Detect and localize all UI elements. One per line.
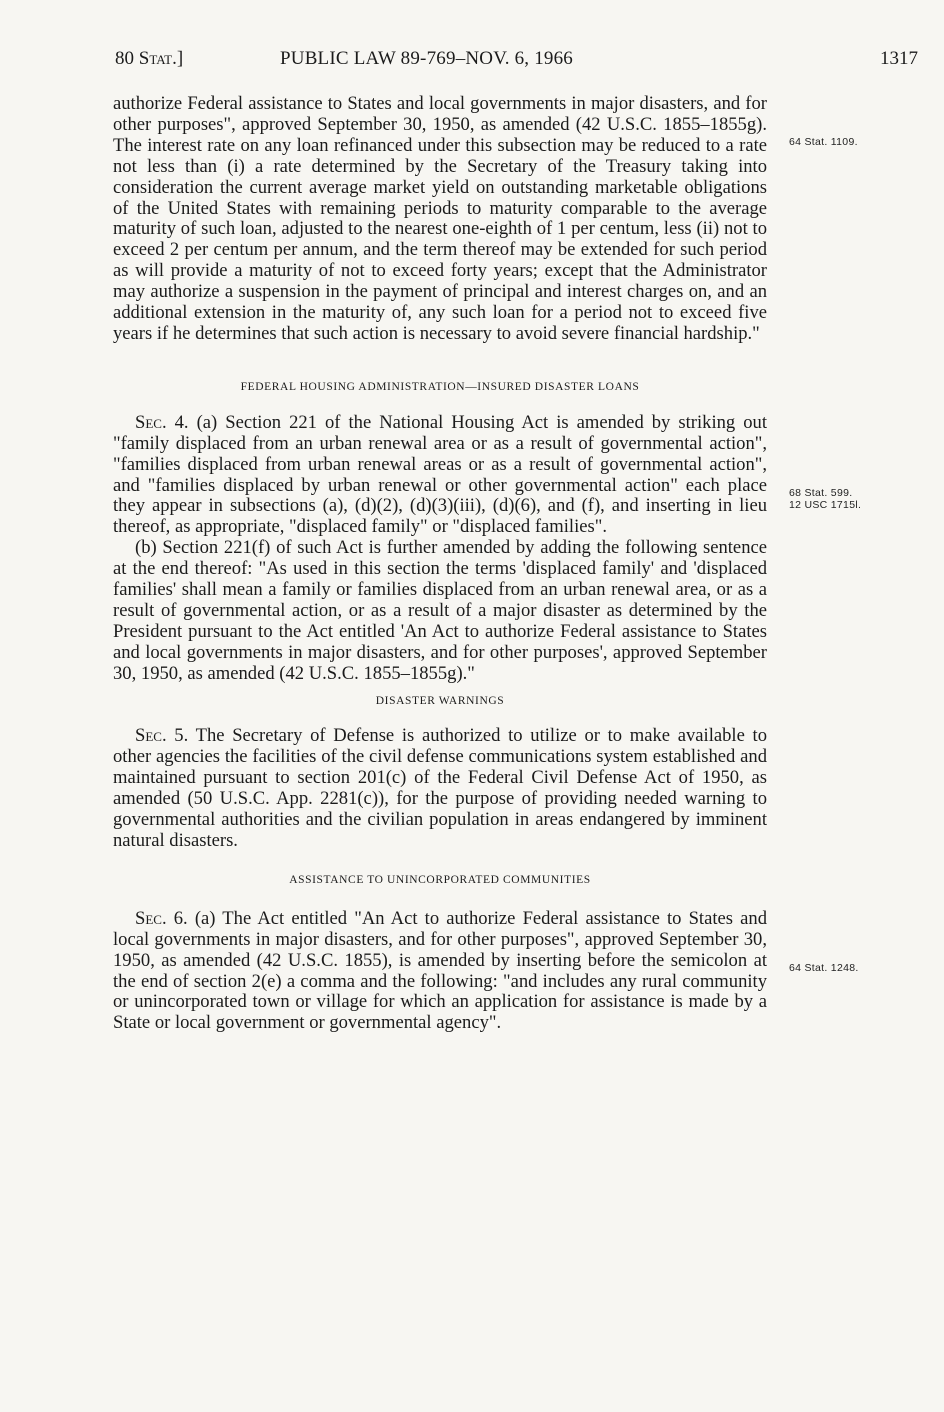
section-6-paragraph <box>113 909 767 1034</box>
section-4-label: Sec. 4. <box>135 411 189 433</box>
section-6-text: (a) The Act entitled "An Act to authorize Federal assistance to States and local governments in major disasters, and for other purposes", approved September 30, 1950, as amended (42 U.S.C. 1855), is amended by inserting before the semicolon at the end of section 2(e) a comma and the following: "and includes any rural community or unincorporated town or village for which an application for assistance is made by a State or local government or governmental agency". <box>113 907 767 1034</box>
margin-note-line: 68 Stat. 599. <box>789 487 853 499</box>
section-4a-text: (a) Section 221 of the National Housing Act is amended by striking out "family displaced from an urban renewal area or as a result of governmental action", "families displaced from urban renewal areas or as a result of governmental action", and "families displaced by urban renewal or other governmental action" each place they appear in subsections (a), (d)(2), (d)(3)(iii), (d)(6), and (f), and inserting in lieu thereof, as appropriate, "displaced family" or "displaced families". <box>113 411 767 538</box>
section-5-label: Sec. 5. <box>135 725 189 747</box>
page-number: 1317 <box>880 48 918 69</box>
section-heading-fha: FEDERAL HOUSING ADMINISTRATION—INSURED DISASTER LOANS <box>240 380 640 393</box>
section-heading-unincorporated: ASSISTANCE TO UNINCORPORATED COMMUNITIES <box>289 873 591 886</box>
section-5-paragraph <box>113 726 767 851</box>
section-heading-warnings: DISASTER WARNINGS <box>375 694 505 707</box>
running-header <box>115 48 918 76</box>
page-title: PUBLIC LAW 89-769–NOV. 6, 1966 <box>280 48 574 69</box>
volume-reference: 80 Stat.] <box>115 48 184 69</box>
continued-paragraph: authorize Federal assistance to States and local governments in major disasters, and for other purposes", approved September 30, 1950, as amended (42 U.S.C. 1855–1855g). The interest rate on any loan refinanced under this subsection may be reduced to a rate not less than (i) a rate determined by the Secretary of the Treasury taking into consideration the current average market yield on outstanding marketable obligations of the United States with remaining periods to maturity comparable to the average maturity of such loan, adjusted to the nearest one-eighth of 1 per centum, less (ii) not to exceed 2 per centum per annum, and the term thereof may be extended for such period as will provide a maturity of not to exceed forty years; except that the Administrator may authorize a suspension in the payment of principal and interest charges on, and an additional extension in the maturity of, any such loan for a period not to exceed five years if he determines that such action is necessary to avoid severe financial hardship." <box>113 93 767 344</box>
margin-note-64-stat-1248: 64 Stat. 1248. <box>789 962 859 974</box>
section-4a-paragraph <box>113 413 767 538</box>
margin-note-line: 12 USC 1715l. <box>789 499 862 511</box>
main-text <box>113 94 767 1034</box>
section-5-text: The Secretary of Defense is authorized to utilize or to make available to other agencies the facilities of the civil defense communications system established and maintained pursuant to section 201(c) of the Federal Civil Defense Act of 1950, as amended (50 U.S.C. App. 2281(c)), for the purpose of providing needed warning to governmental authorities and the civilian population in areas endangered by imminent natural disasters. <box>113 725 767 851</box>
section-4b-paragraph: (b) Section 221(f) of such Act is further amended by adding the following sentence at the end thereof: "As used in this section the terms 'displaced family' and 'displaced families' shall mean a family or families displaced from an urban renewal area, or as a result of governmental action, or as a result of a major disaster as determined by the President pursuant to the Act entitled 'An Act to authorize Federal assistance to States and local governments in major disasters, and for other purposes', approved September 30, 1950, as amended (42 U.S.C. 1855–1855g)." <box>113 537 767 684</box>
margin-note-64-stat-1109: 64 Stat. 1109. <box>789 136 858 148</box>
margin-note-68-stat-599 <box>789 487 909 511</box>
section-6-label: Sec. 6. <box>135 907 188 929</box>
